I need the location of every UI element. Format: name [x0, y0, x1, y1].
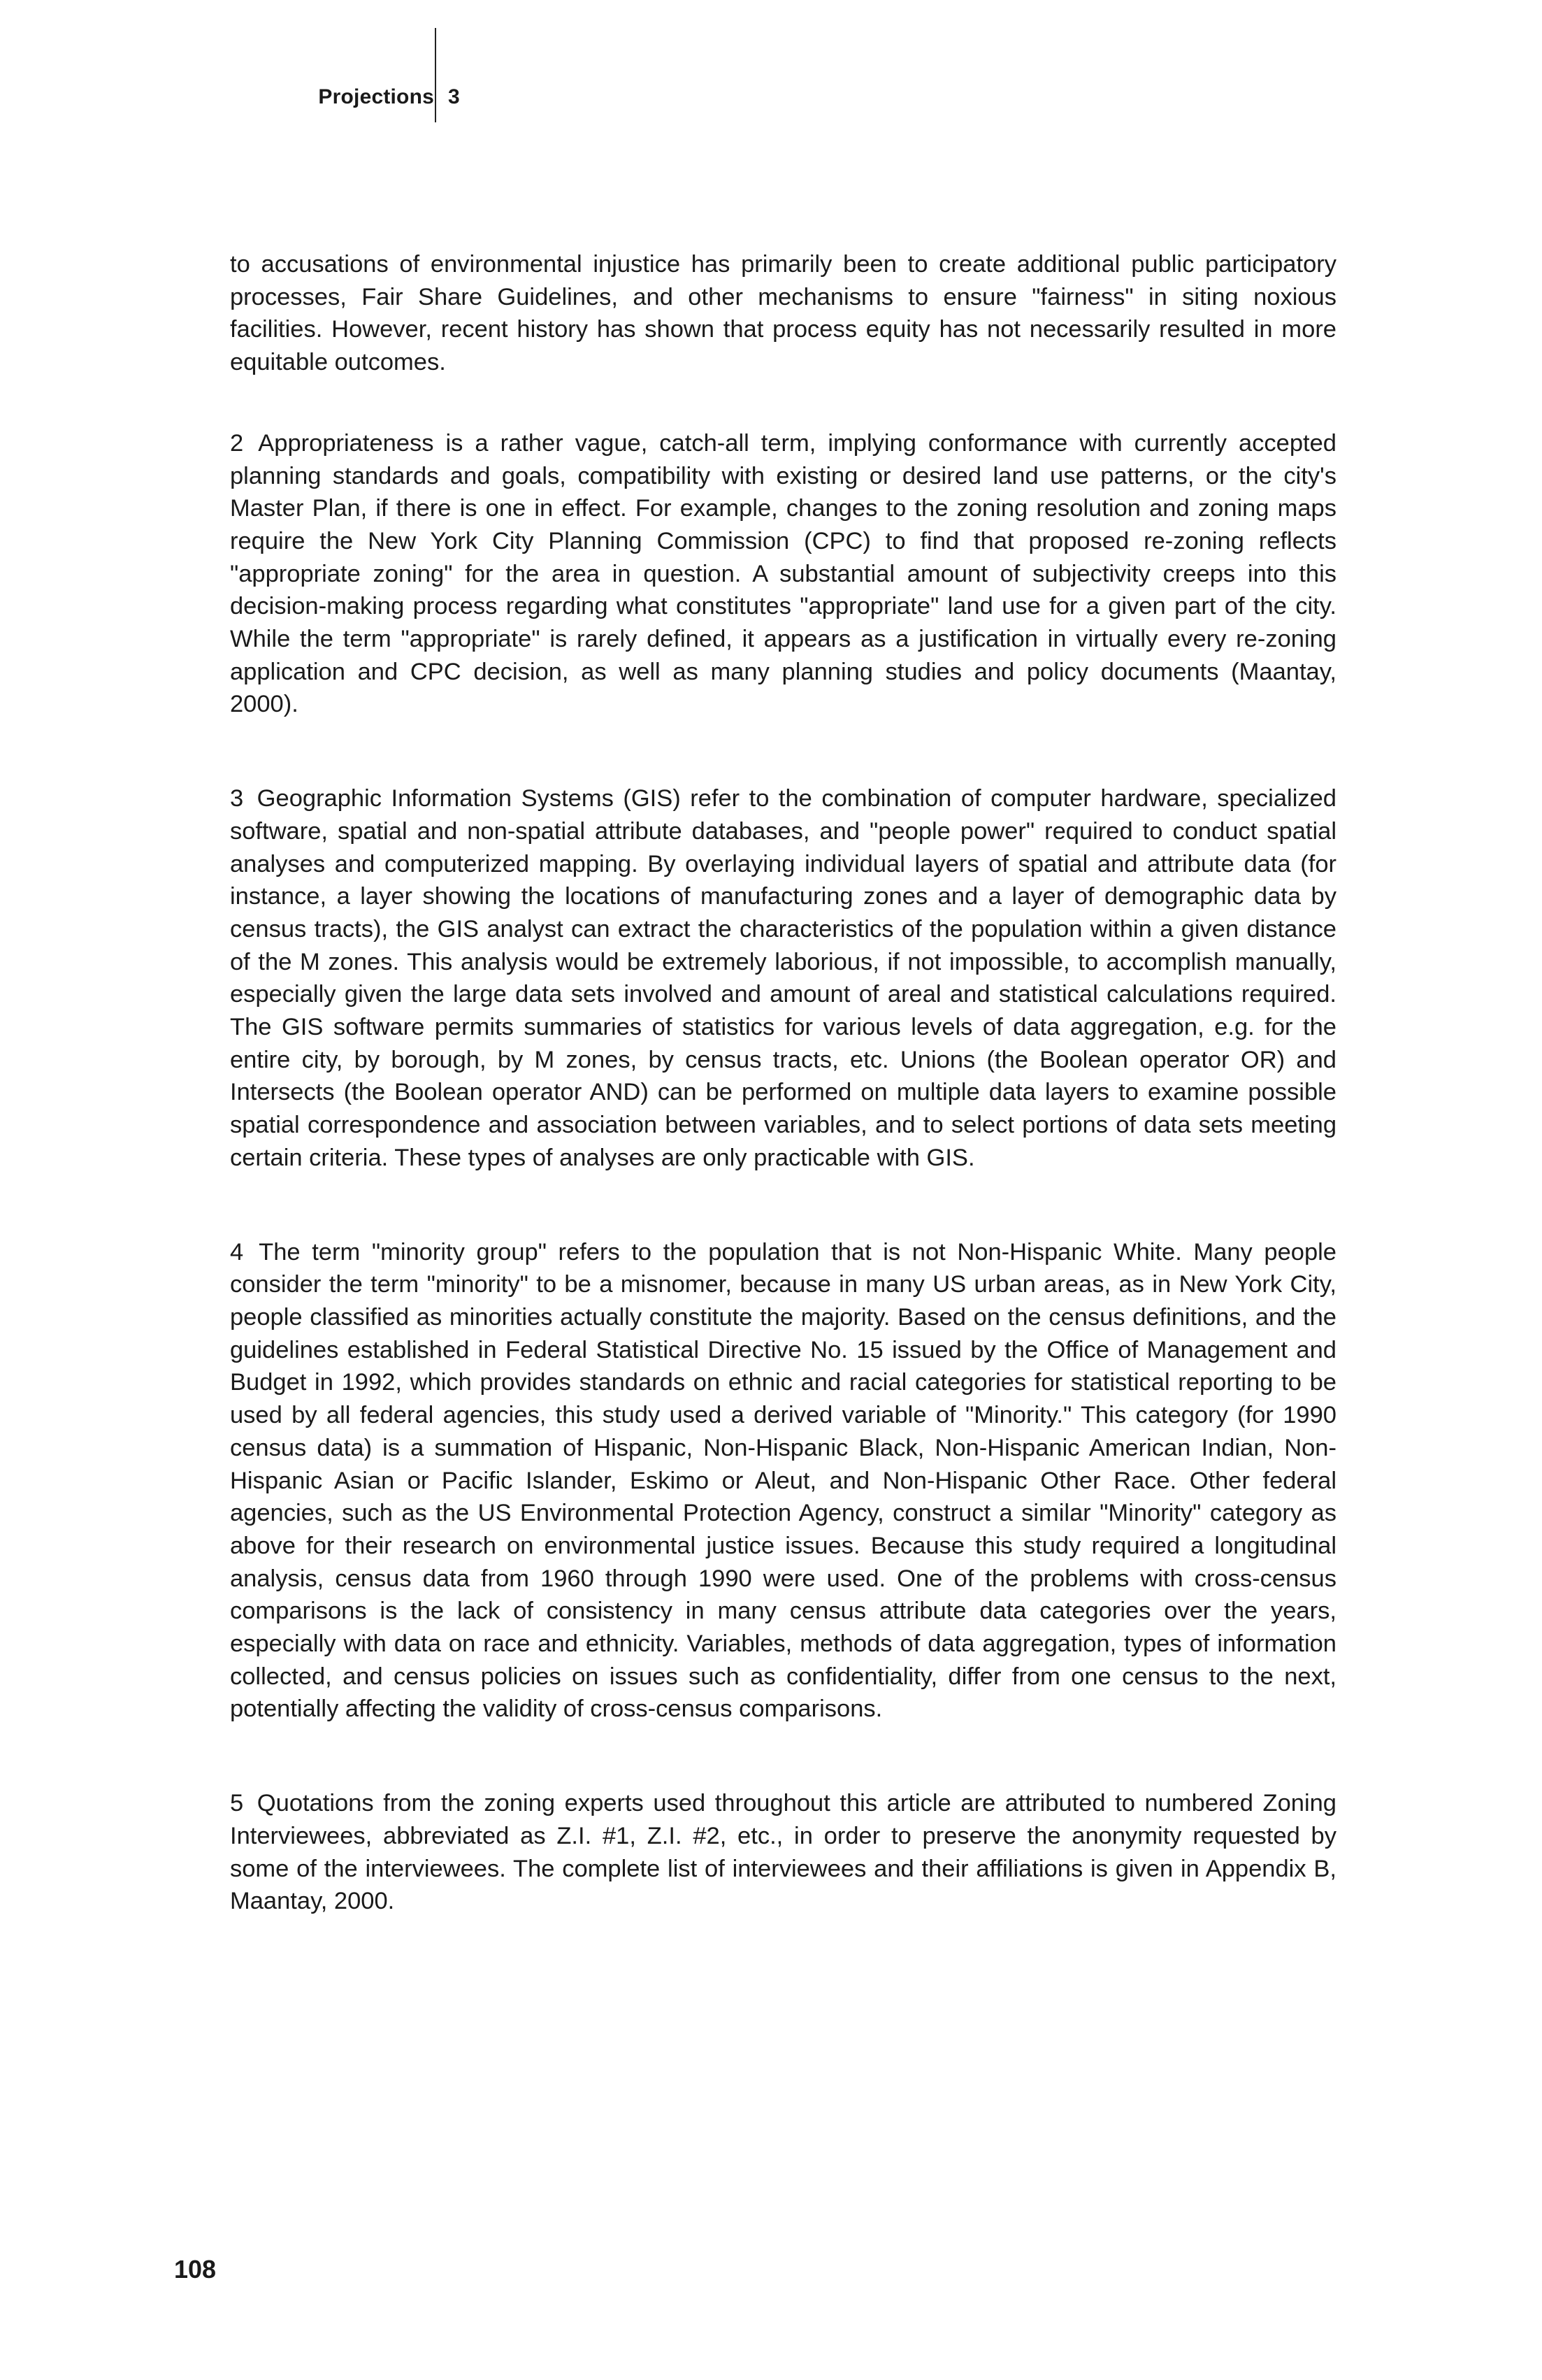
- endnote-number: 3: [230, 785, 244, 812]
- endnote-text: The term "minority group" refers to the population that is not Non-Hispanic White. Many people consider the term "minority" to be a misnomer, because in many US urban areas, as in New York City, people classified as minorities actually constitute the majority. Based on the census definitions, and the guidelines established in Federal Statistical Directive No. 15 issued by the Office of Management and Budget in 1992, which provides standards on ethnic and racial categories for statistical reporting to be used by all federal agencies, this study used a derived variable of "Minority." This category (for 1990 census data) is a summation of Hispanic, Non-Hispanic Black, Non-Hispanic American Indian, Non-Hispanic Asian or Pacific Islander, Eskimo or Aleut, and Non-Hispanic Other Race. Other federal agencies, such as the US Environmental Protection Agency, construct a similar "Minority" category as above for their research on environmental justice issues. Because this study required a longitudinal analysis, census data from 1960 through 1990 were used. One of the problems with cross-census comparisons is the lack of consistency in many census attribute data categories over the years, especially with data on race and ethnicity. Variables, methods of data aggregation, types of information collected, and census policies on issues such as confidentiality, differ from one census to the next, potentially affecting the validity of cross-census comparisons.: [230, 1238, 1336, 1723]
- page-number: 108: [174, 2255, 217, 2284]
- endnotes-body: [230, 248, 1336, 1979]
- endnote-2: [230, 427, 1336, 721]
- endnote-text: Appropriateness is a rather vague, catch-all term, implying conformance with currently accepted planning standards and goals, compatibility with existing or desired land use patterns, or the city's Master Plan, if there is one in effect. For example, changes to the zoning resolution and zoning maps require the New York City Planning Commission (CPC) to find that proposed re-zoning reflects "appropriate zoning" for the area in question. A substantial amount of subjectivity creeps into this decision-making process regarding what constitutes "appropriate" land use for a given part of the city. While the term "appropriate" is rarely defined, it appears as a justification in virtually every re-zoning application and CPC decision, as well as many planning studies and policy documents (Maantay, 2000).: [230, 429, 1336, 718]
- endnote-number: 4: [230, 1238, 244, 1266]
- endnote-4: [230, 1236, 1336, 1726]
- endnote-text: Geographic Information Systems (GIS) refer to the combination of computer hardware, specialized software, spatial and non-spatial attribute databases, and "people power" required to conduct spatial analyses and computerized mapping. By overlaying individual layers of spatial and attribute data (for instance, a layer showing the locations of manufacturing zones and a layer of demographic data by census tracts), the GIS analyst can extract the characteristics of the population within a given distance of the M zones. This analysis would be extremely laborious, if not impossible, to accomplish manually, especially given the large data sets involved and amount of areal and statistical calculations required. The GIS software permits summaries of statistics for various levels of data aggregation, e.g. for the entire city, by borough, by M zones, by census tracts, etc. Unions (the Boolean operator OR) and Intersects (the Boolean operator AND) can be performed on multiple data layers to examine possible spatial correspondence and association between variables, and to select portions of data sets meeting certain criteria. These types of analyses are only practicable with GIS.: [230, 785, 1336, 1171]
- endnote-text: to accusations of environmental injustice has primarily been to create additional public participatory processes, Fair Share Guidelines, and other mechanisms to ensure "fairness" in siting noxious facilities. However, recent history has shown that process equity has not necessarily resulted in more equitable outcomes.: [230, 251, 1336, 376]
- endnote-3: [230, 782, 1336, 1174]
- running-head-section-title: Projections: [318, 85, 434, 108]
- running-head-divider: [435, 28, 436, 122]
- endnote-5: [230, 1787, 1336, 1918]
- endnote-number: 2: [230, 429, 244, 457]
- endnote-continuation: [230, 248, 1336, 379]
- running-head-chapter-number: 3: [448, 85, 460, 108]
- endnote-number: 5: [230, 1790, 244, 1817]
- running-head: [0, 28, 1542, 126]
- endnote-text: Quotations from the zoning experts used throughout this article are attributed to numbered Zoning Interviewees, abbreviated as Z.I. #1, Z.I. #2, etc., in order to preserve the anonymity requested by some of the interviewees. The complete list of interviewees and their affiliations is given in Appendix B, Maantay, 2000.: [230, 1790, 1336, 1915]
